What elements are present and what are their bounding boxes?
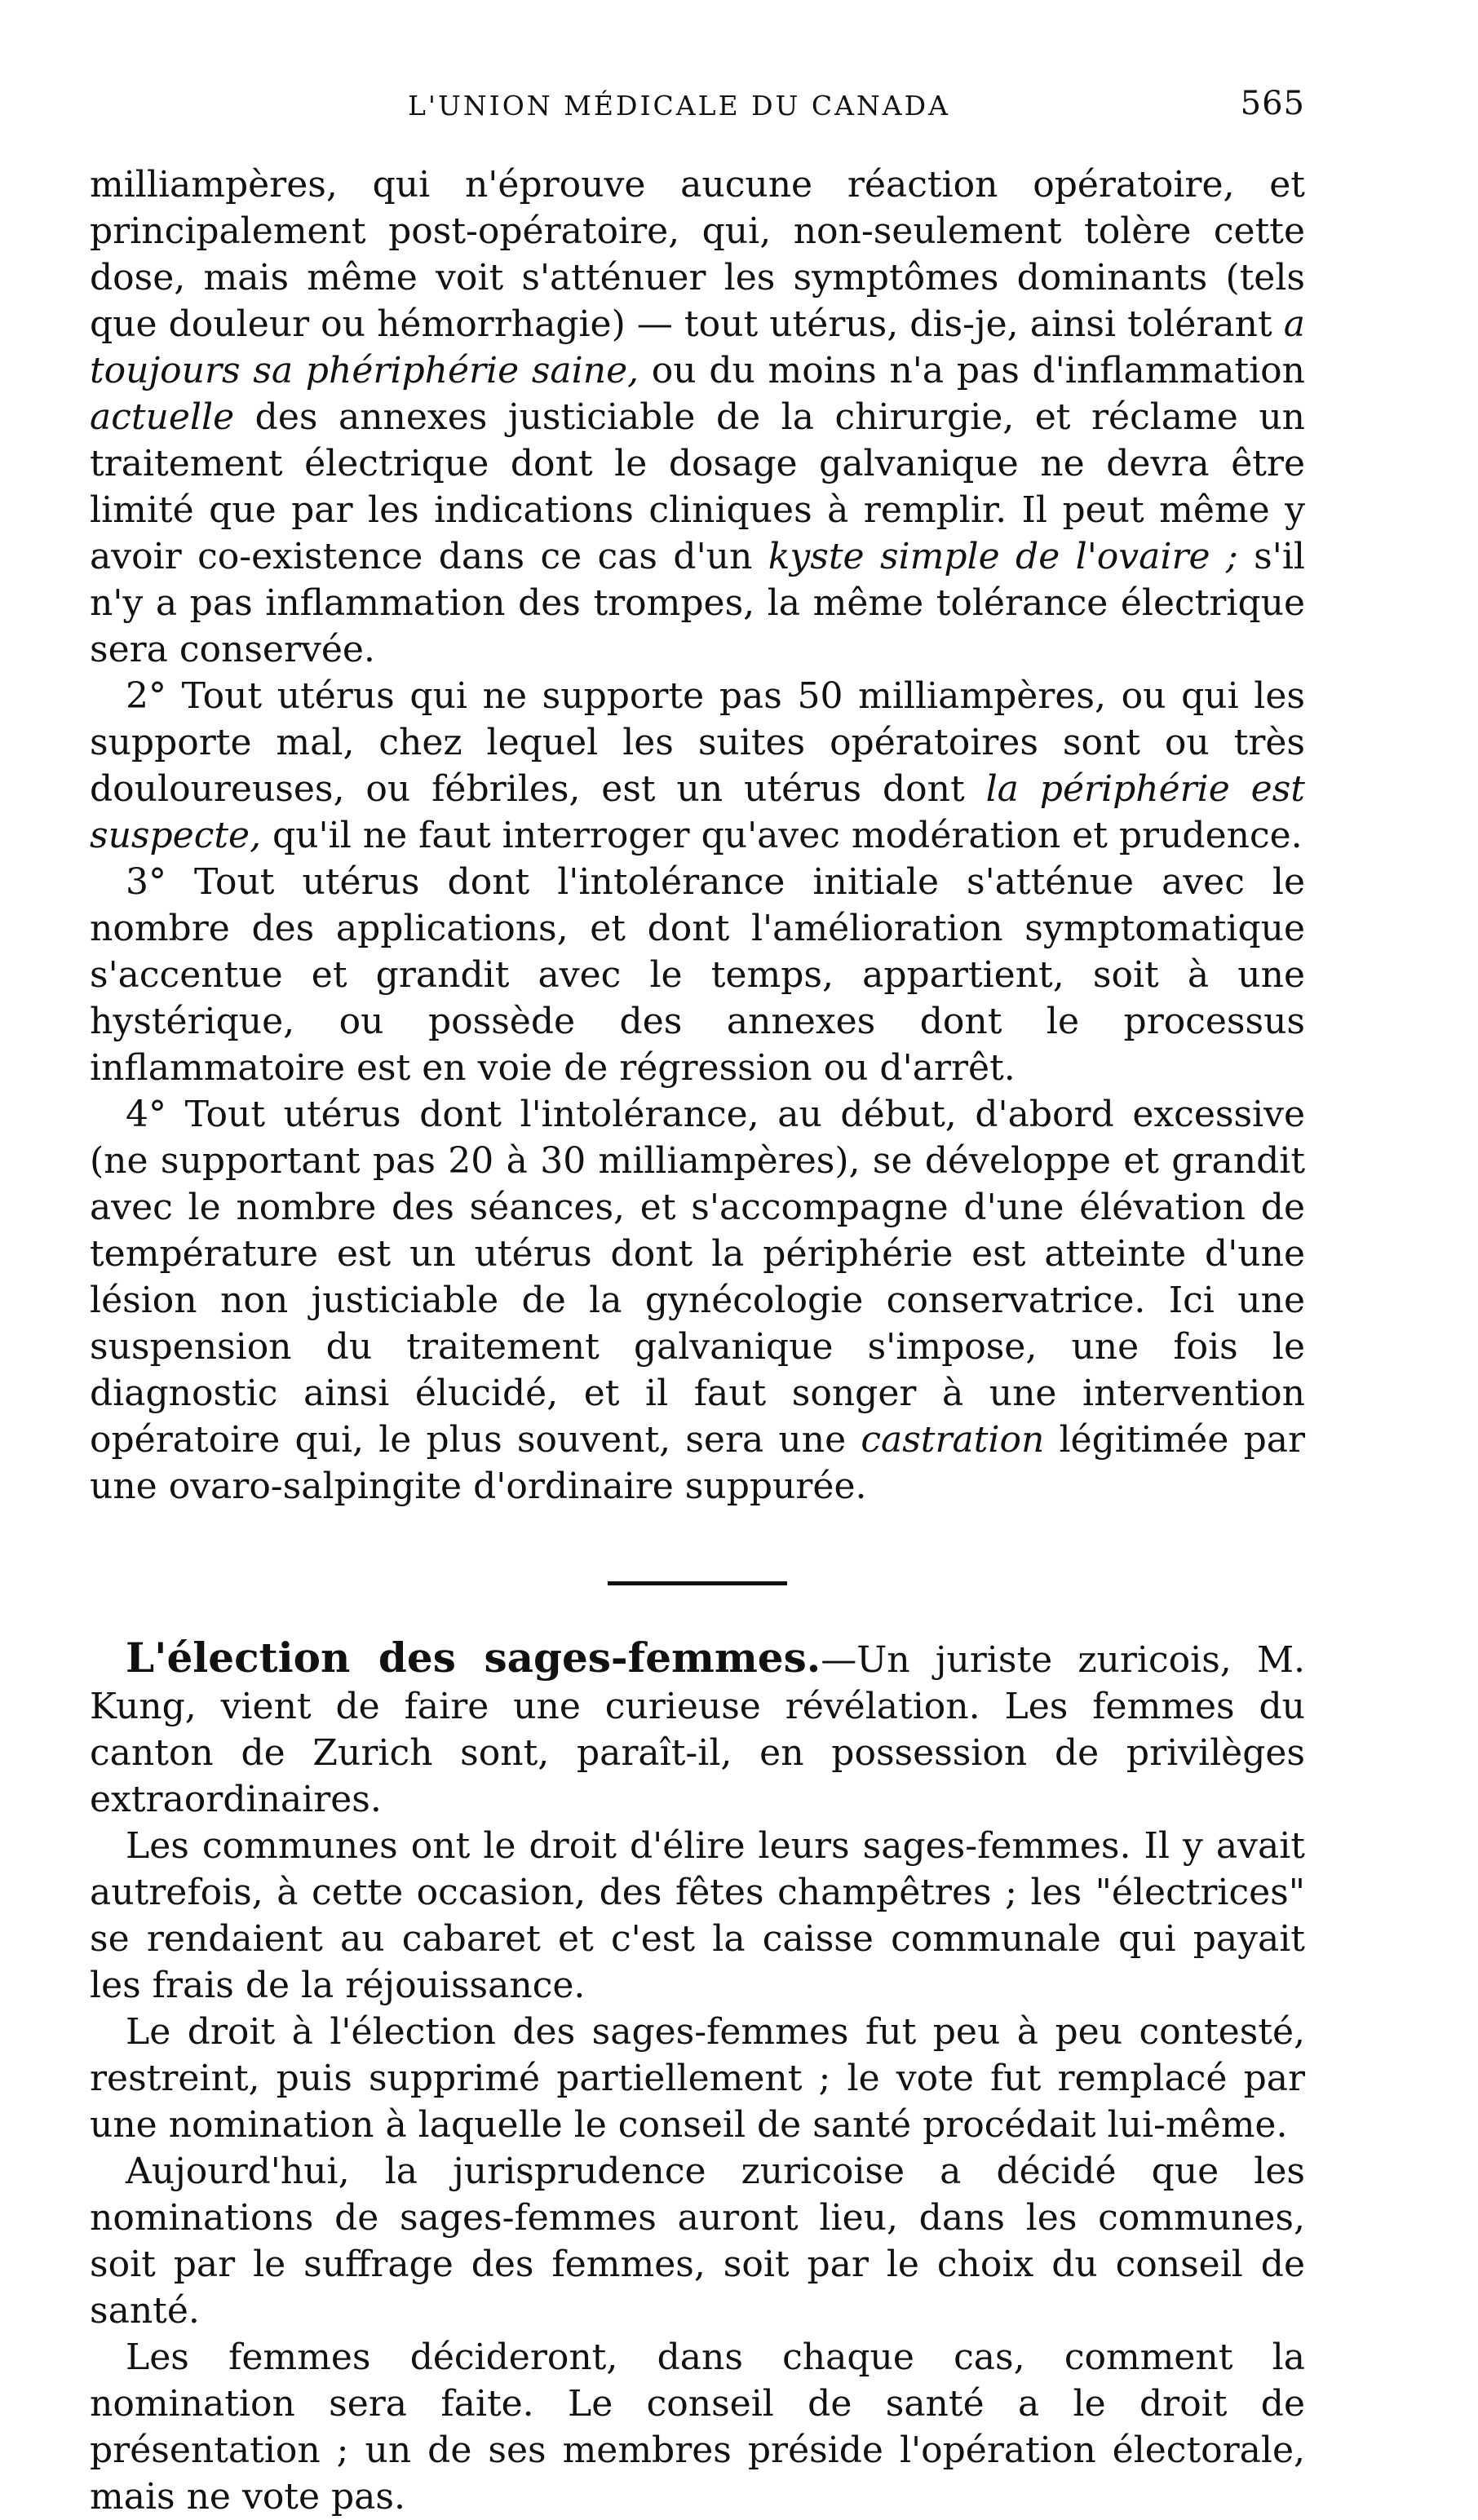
article-paragraph-4: Aujourd'hui, la jurisprudence zuricoise a décidé que les nominations de sages-femmes auront lieu, dans les communes, soit par le suffrage des femmes, soit par le choix du conseil de santé. (90, 2151, 1305, 2332)
italic-run: la périphérie est suspecte, (90, 768, 1305, 856)
italic-run: actuelle (90, 396, 235, 438)
text-run: 2° Tout utérus qui ne supporte pas 50 milliampères, ou qui les supporte mal, chez lequel les suites opératoires sont ou très douloureuses, ou fébriles, est un utérus dont (90, 675, 1305, 810)
document-page (90, 82, 1305, 2520)
italic-run: kyste simple de l'ovaire ; (768, 536, 1238, 577)
article-paragraph-2: Les communes ont le droit d'élire leurs sages-femmes. Il y avait autrefois, à cette occasion, des fêtes champêtres ; les "électrices" se rendaient au cabaret et c'est la caisse communale qui payait les frais de la réjouissance. (90, 1825, 1305, 2006)
text-run: légitimée par une ovaro-salpingite d'ordinaire suppurée. (90, 1419, 1306, 1507)
running-head (90, 82, 1305, 139)
article-paragraph-3: Le droit à l'élection des sages-femmes fut peu à peu contesté, restreint, puis supprimé partiellement ; le vote fut remplacé par une nomination à laquelle le conseil de santé procédait lui-même. (90, 2011, 1305, 2146)
text-run: —Un juriste zuricois, M. Kung, vient de faire une curieuse révélation. Les femmes du canton de Zurich sont, paraît-il, en possession de privilèges extraordinaires. (90, 1639, 1305, 1820)
running-title: L'UNION MÉDICALE DU CANADA (408, 90, 950, 122)
text-run: des annexes justiciable de la chirurgie, et réclame un traitement électrique dont le dosage galvanique ne devra être limité que par les indications cliniques à remplir. Il peut même y avoir co-existence dans ce cas d'un (90, 396, 1305, 577)
text-run: milliampères, qui n'éprouve aucune réaction opératoire, et principalement post-opératoire, qui, non-seulement tolère cette dose, mais même voit s'atténuer les symptômes dominants (tels que douleur ou hémorrhagie) — tout utérus, dis-je, ainsi tolérant (90, 164, 1305, 345)
paragraph-1 (90, 161, 1305, 673)
text-run: s'il n'y a pas inflammation des trompes, la même tolérance électrique sera conservée. (90, 536, 1305, 670)
text-run: 4° Tout utérus dont l'intolérance, au début, d'abord excessive (ne supportant pas 20 à 30 milliampères), se développe et grandit avec le nombre des séances, et s'accompagne d'une élévation de température est un utérus dont la périphérie est atteinte d'une lésion non justiciable de la gynécologie conservatrice. Ici une suspension du traitement galvanique s'impose, une fois le diagnostic ainsi élucidé, et il faut songer à une intervention opératoire qui, le plus souvent, sera une (90, 1094, 1305, 1461)
paragraph-4 (90, 1091, 1305, 1510)
page-number: 565 (1240, 85, 1305, 122)
article-body (90, 161, 1305, 2520)
article-title: L'élection des sages-femmes. (126, 1634, 821, 1682)
paragraph-2 (90, 673, 1305, 859)
text-run: qu'il ne faut interroger qu'avec modération et prudence. (261, 815, 1303, 856)
paragraph-3: 3° Tout utérus dont l'intolérance initiale s'atténue avec le nombre des applications, et dont l'amélioration symptomatique s'accentue et grandit avec le temps, appartient, soit à une hystérique, ou possède des annexes dont le processus inflammatoire est en voie de régression ou d'arrêt. (90, 861, 1305, 1089)
italic-run: a toujours sa phériphérie saine, (90, 303, 1305, 391)
section-divider (608, 1581, 787, 1585)
text-run: ou du moins n'a pas d'inflammation (639, 350, 1306, 391)
article-paragraph-1 (90, 1634, 1305, 1823)
italic-run: castration (861, 1419, 1045, 1461)
article-paragraph-5: Les femmes décideront, dans chaque cas, comment la nomination sera faite. Le conseil de santé a le droit de présentation ; un de ses membres préside l'opération électorale, mais ne vote pas. (90, 2337, 1305, 2518)
